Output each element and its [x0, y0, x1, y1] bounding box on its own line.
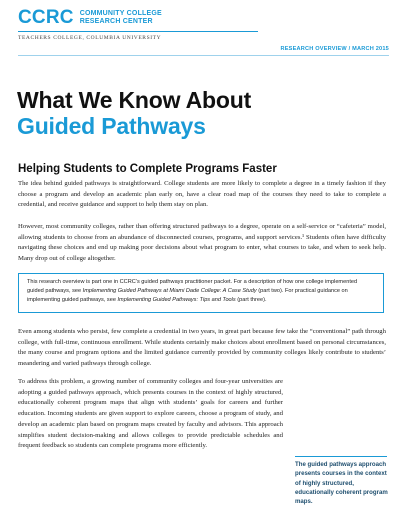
callout-link-tips-tools: Implementing Guided Pathways: Tips and Tools [117, 297, 236, 304]
callout-text-3: (part three). [235, 297, 267, 304]
page-title-line-1: What We Know About [17, 87, 252, 113]
paragraph-3: Even among students who persist, few complete a credential in two years, in great part because few take the “conventional” path through college, with full-time, continuous enrollment. While students certainly make choices about enrollment based on personal circumstances, the many course and program options and the limited guidance currently provided by community colleges likely contribute to students’ meandering and varied pathways through college. [18, 328, 386, 368]
logo-line-2: RESEARCH CENTER [79, 18, 153, 25]
paragraph-1: The idea behind guided pathways is straightforward. College students are more likely to complete a degree in a timely fashion if they choose a program and develop an academic plan early on, have a clear road map of the courses they need to take to complete a credential, and receive guidance and support to help them stay on plan. [18, 180, 386, 209]
affiliation-text: TEACHERS COLLEGE, COLUMBIA UNIVERSITY [18, 35, 162, 41]
logo-text [80, 10, 162, 26]
series-label: RESEARCH OVERVIEW / MARCH 2015 [280, 46, 389, 52]
page-title-line-2: Guided Pathways [17, 113, 206, 139]
callout-box [18, 273, 384, 313]
callout-text-2: (part two). For practical guidance on implementing guided pathways, see [27, 288, 348, 304]
section-heading: Helping Students to Complete Programs Faster [18, 163, 277, 175]
paragraph-4: To address this problem, a growing number of community colleges and four-year universities are adopting a guided pathways approach, which presents courses in the context of highly structured, educationally coherent program maps that align with students’ goals for careers and further education. Incoming students are given support to explore careers, choose a program of study, and develop an academic plan based on program maps created by faculty and advisors. This approach simplifies student decision-making and allows colleges to provide predictable schedules and frequent feedback so students can complete programs more efficiently. [18, 378, 283, 450]
paragraph-2: However, most community colleges, rather than offering structured pathways to a degree, operate on a self-service or “cafeteria” model, allowing students to choose from an abundance of disconnected courses, programs, and support services.¹ Students often have difficulty navigating these choices and end up making poor decisions about what program to enter, what courses to take, and when to seek help. Many drop out of college altogether. [18, 223, 386, 263]
top-rule [18, 55, 389, 56]
logo-mark: CCRC [18, 7, 74, 28]
sidebar-pull-quote: The guided pathways approach presents courses in the context of highly structured, educationally coherent program maps. [295, 461, 388, 506]
callout-link-case-study: Implementing Guided Pathways at Miami Dade College: A Case Study [82, 288, 257, 295]
header-divider [18, 31, 258, 32]
ccrc-logo [18, 8, 162, 27]
callout-text-1: This research overview is part one in CCRC’s guided pathways practitioner packet. For a description of how one college implemented guided pathways, see [27, 279, 358, 295]
logo-line-1: COMMUNITY COLLEGE [79, 10, 162, 17]
sidebar-rule [295, 456, 387, 457]
